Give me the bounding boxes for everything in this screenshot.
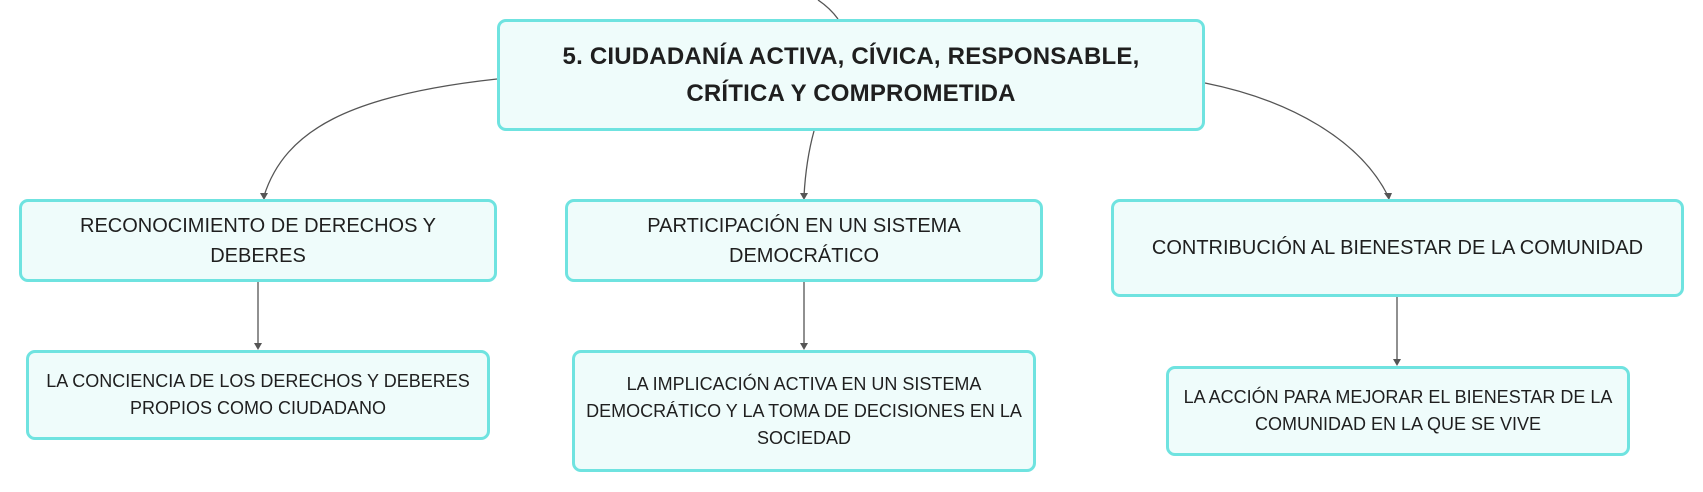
root-topic-label: 5. CIUDADANÍA ACTIVA, CÍVICA, RESPONSABLE, CRÍTICA Y COMPROMETIDA: [562, 43, 1140, 107]
child-label-wellbeing-action: LA ACCIÓN PARA MEJORAR EL BIENESTAR DE LA COMUNIDAD EN LA QUE SE VIVE: [1183, 387, 1613, 434]
branch-label-democratic-participation: PARTICIPACIÓN EN UN SISTEMA DEMOCRÁTICO: [647, 214, 961, 267]
branch-label-community-wellbeing: CONTRIBUCIÓN AL BIENESTAR DE LA COMUNIDAD: [1151, 237, 1644, 259]
child-label-active-involvement: LA IMPLICACIÓN ACTIVA EN UN SISTEMA DEMOCRÁTICO Y LA TOMA DE DECISIONES EN LA SOCIEDAD: [586, 373, 1022, 448]
edge-root-to-branch-1: [264, 79, 497, 196]
arrowhead-child-1: [254, 343, 262, 350]
edge-root-to-branch-2: [804, 131, 814, 196]
root-topic-node[interactable]: [497, 19, 1205, 131]
branch-node-community-wellbeing[interactable]: [1111, 199, 1684, 297]
child-node-active-involvement[interactable]: [572, 350, 1036, 472]
arrowhead-child-2: [800, 343, 808, 350]
branch-label-rights-duties: RECONOCIMIENTO DE DERECHOS Y DEBERES: [80, 214, 436, 267]
child-label-rights-awareness: LA CONCIENCIA DE LOS DERECHOS Y DEBERES PROPIOS COMO CIUDADANO: [46, 371, 470, 418]
edge-root-to-branch-3: [1205, 83, 1388, 196]
child-node-rights-awareness[interactable]: [26, 350, 490, 440]
branch-node-rights-duties[interactable]: [19, 199, 497, 282]
edge-parent-to-root: [818, 0, 838, 19]
branch-node-democratic-participation[interactable]: [565, 199, 1043, 282]
child-node-wellbeing-action[interactable]: [1166, 366, 1630, 456]
arrowhead-child-3: [1393, 359, 1401, 366]
